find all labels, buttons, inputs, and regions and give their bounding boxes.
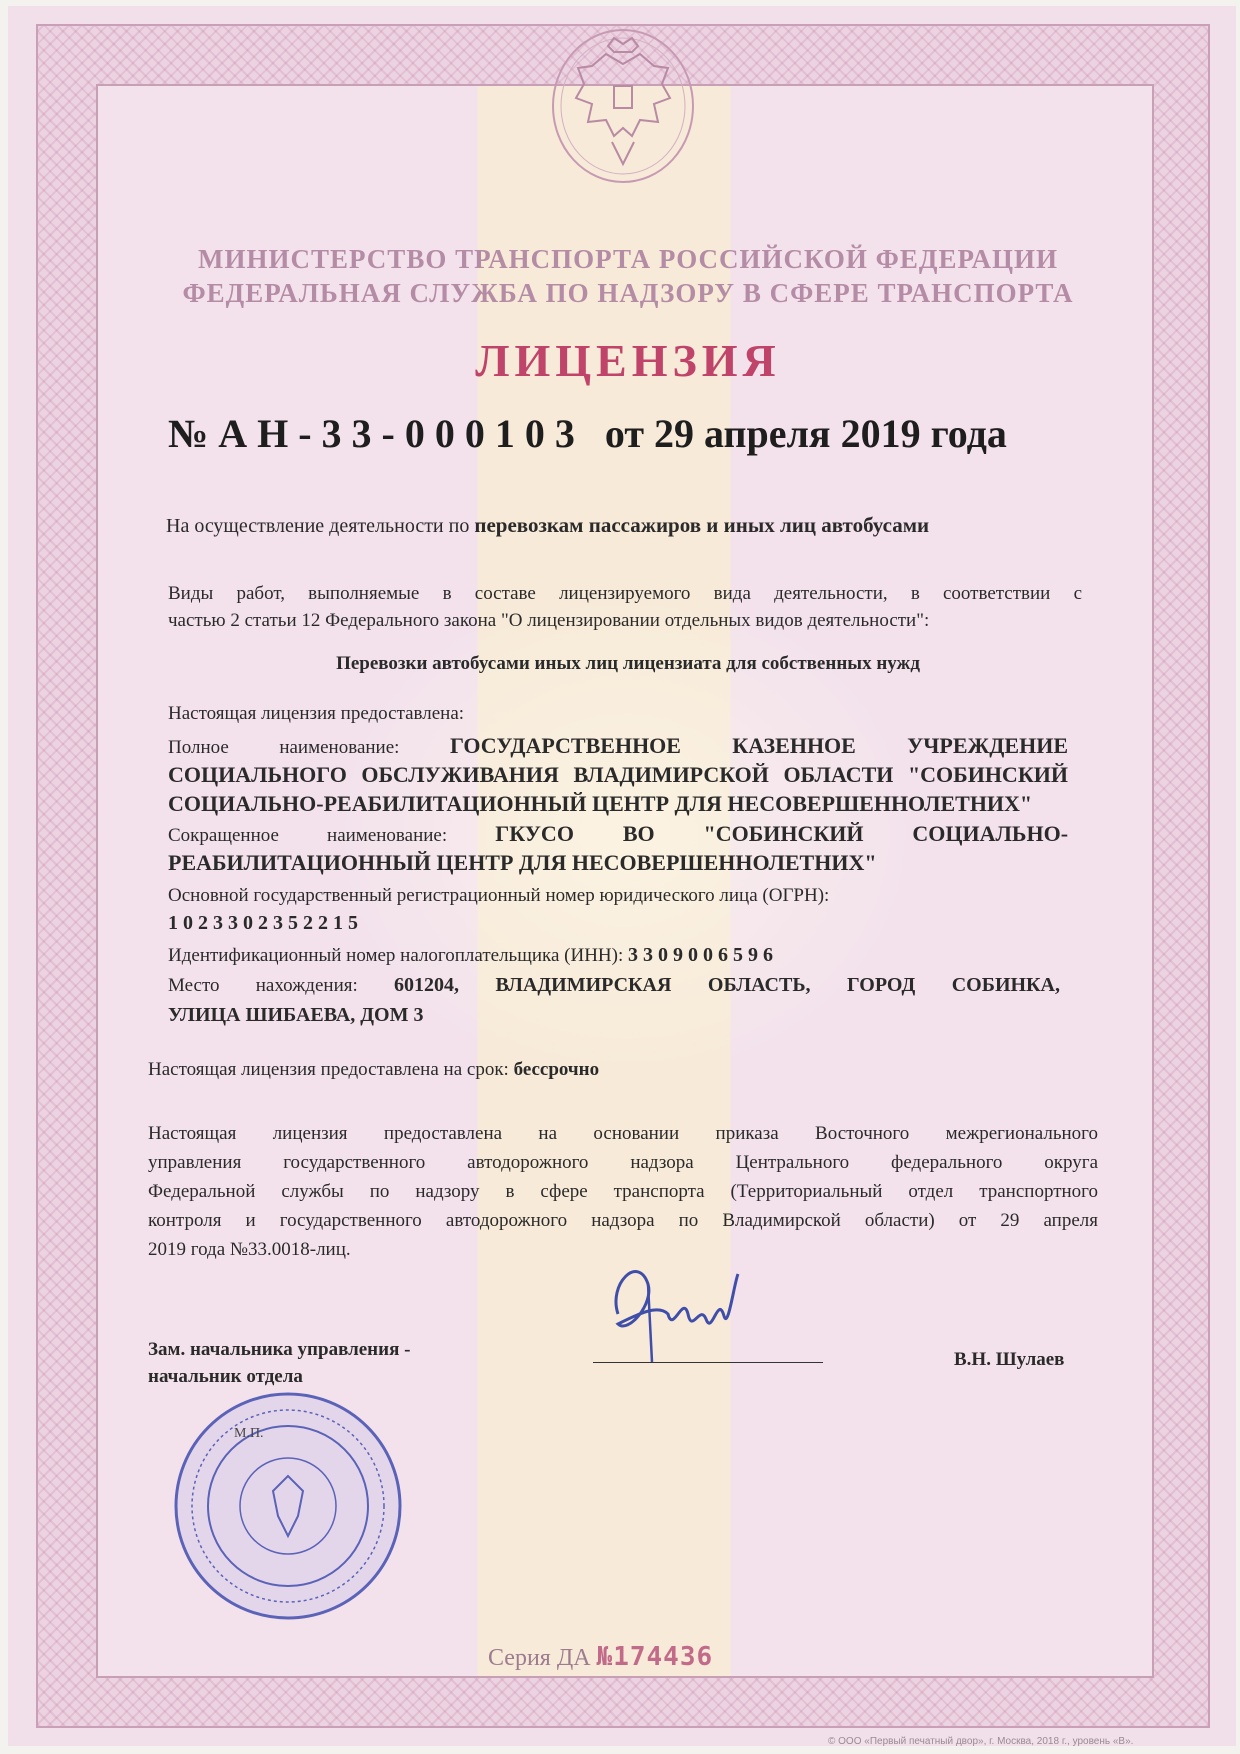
short-name-line-2: РЕАБИЛИТАЦИОННЫЙ ЦЕНТР ДЛЯ НЕСОВЕРШЕННОЛЕТНИХ" bbox=[168, 850, 877, 875]
signature-icon bbox=[588, 1244, 768, 1364]
coat-of-arms-icon bbox=[548, 24, 698, 184]
printer-imprint: © ООО «Первый печатный двор», г. Москва, 2018 г., уровень «В». bbox=[828, 1736, 1134, 1747]
address-line-2: УЛИЦА ШИБАЕВА, ДОМ 3 bbox=[168, 1004, 424, 1026]
ministry-title: МИНИСТЕРСТВО ТРАНСПОРТА РОССИЙСКОЙ ФЕДЕРАЦИИ bbox=[197, 244, 1059, 274]
series-number bbox=[488, 1642, 713, 1672]
full-name-line-2: СОЦИАЛЬНОГО ОБСЛУЖИВАНИЯ ВЛАДИМИРСКОЙ ОБЛАСТИ "СОБИНСКИЙ bbox=[168, 762, 1068, 787]
official-seal-icon bbox=[168, 1386, 408, 1626]
full-name-label: Полное наименование: bbox=[168, 737, 400, 758]
term-label: Настоящая лицензия предоставлена на срок: bbox=[148, 1059, 509, 1080]
series-value: №174436 bbox=[596, 1642, 714, 1672]
ogrn-value: 1 0 2 3 3 0 2 3 5 2 2 1 5 bbox=[168, 912, 358, 934]
short-name-label: Сокращенное наименование: bbox=[168, 825, 448, 846]
inn-label: Идентификационный номер налогоплательщика (ИНН): bbox=[168, 945, 624, 966]
basis-line-3: Федеральной службы по надзору в сфере транспорта (Территориальный отдел транспортного bbox=[148, 1181, 1098, 1202]
works-line-1: Виды работ, выполняемые в составе лицензируемого вида деятельности, в соответствии с bbox=[168, 583, 1082, 604]
activity-label: На осуществление деятельности по bbox=[166, 515, 470, 537]
address-line-1 bbox=[168, 972, 1060, 999]
full-name-line-3: СОЦИАЛЬНО-РЕАБИЛИТАЦИОННЫЙ ЦЕНТР ДЛЯ НЕСОВЕРШЕННОЛЕТНИХ" bbox=[168, 791, 1033, 816]
signatory-position-1: Зам. начальника управления - bbox=[148, 1339, 411, 1360]
license-sheet bbox=[8, 6, 1236, 1746]
signature-line bbox=[593, 1362, 823, 1363]
signatory-position-2: начальник отдела bbox=[148, 1366, 303, 1387]
stamp-place-label: М.П. bbox=[234, 1426, 264, 1441]
series-label: Серия ДА bbox=[488, 1645, 591, 1671]
license-number-code: № А Н - 3 3 - 0 0 0 1 0 3 bbox=[168, 411, 575, 456]
full-name-part-1: ГОСУДАРСТВЕННОЕ КАЗЕННОЕ УЧРЕЖДЕНИЕ bbox=[449, 733, 1068, 758]
short-name-part-1: ГКУСО ВО "СОБИНСКИЙ СОЦИАЛЬНО- bbox=[495, 821, 1069, 846]
licensee-intro: Настоящая лицензия предоставлена: bbox=[168, 703, 465, 724]
basis-line-5: 2019 года №33.0018-лиц. bbox=[148, 1239, 351, 1260]
address-label: Место нахождения: bbox=[168, 975, 358, 996]
ogrn-label: Основной государственный регистрационный номер юридического лица (ОГРН): bbox=[168, 885, 830, 906]
basis-line-4: контроля и государственного автодорожного надзора по Владимирской области) от 29 апреля bbox=[148, 1210, 1098, 1231]
license-number bbox=[168, 410, 1007, 457]
activity-line bbox=[166, 512, 929, 540]
term-line bbox=[148, 1056, 599, 1083]
signatory-name: В.Н. Шулаев bbox=[954, 1349, 1065, 1370]
works-value: Перевозки автобусами иных лиц лицензиата для собственных нужд bbox=[336, 653, 920, 674]
basis-line-1: Настоящая лицензия предоставлена на основании приказа Восточного межрегионального bbox=[148, 1123, 1098, 1144]
service-title: ФЕДЕРАЛЬНАЯ СЛУЖБА ПО НАДЗОРУ В СФЕРЕ ТРАНСПОРТА bbox=[182, 278, 1074, 308]
license-number-date: от 29 апреля 2019 года bbox=[604, 411, 1007, 456]
address-part-1: 601204, ВЛАДИМИРСКАЯ ОБЛАСТЬ, ГОРОД СОБИНКА, bbox=[394, 974, 1061, 996]
term-value: бессрочно bbox=[513, 1059, 600, 1080]
inn-value: 3 3 0 9 0 0 6 5 9 6 bbox=[628, 944, 773, 966]
works-line-2: частью 2 статьи 12 Федерального закона "О лицензировании отдельных видов деятельности": bbox=[168, 610, 930, 631]
activity-value: перевозкам пассажиров и иных лиц автобусами bbox=[474, 513, 930, 537]
license-title: ЛИЦЕНЗИЯ bbox=[475, 335, 781, 386]
full-name-line-1 bbox=[168, 732, 1068, 761]
basis-line-2: управления государственного автодорожного надзора Центрального федерального округа bbox=[148, 1152, 1098, 1173]
short-name-line-1 bbox=[168, 820, 1068, 849]
inn-line bbox=[168, 942, 773, 969]
